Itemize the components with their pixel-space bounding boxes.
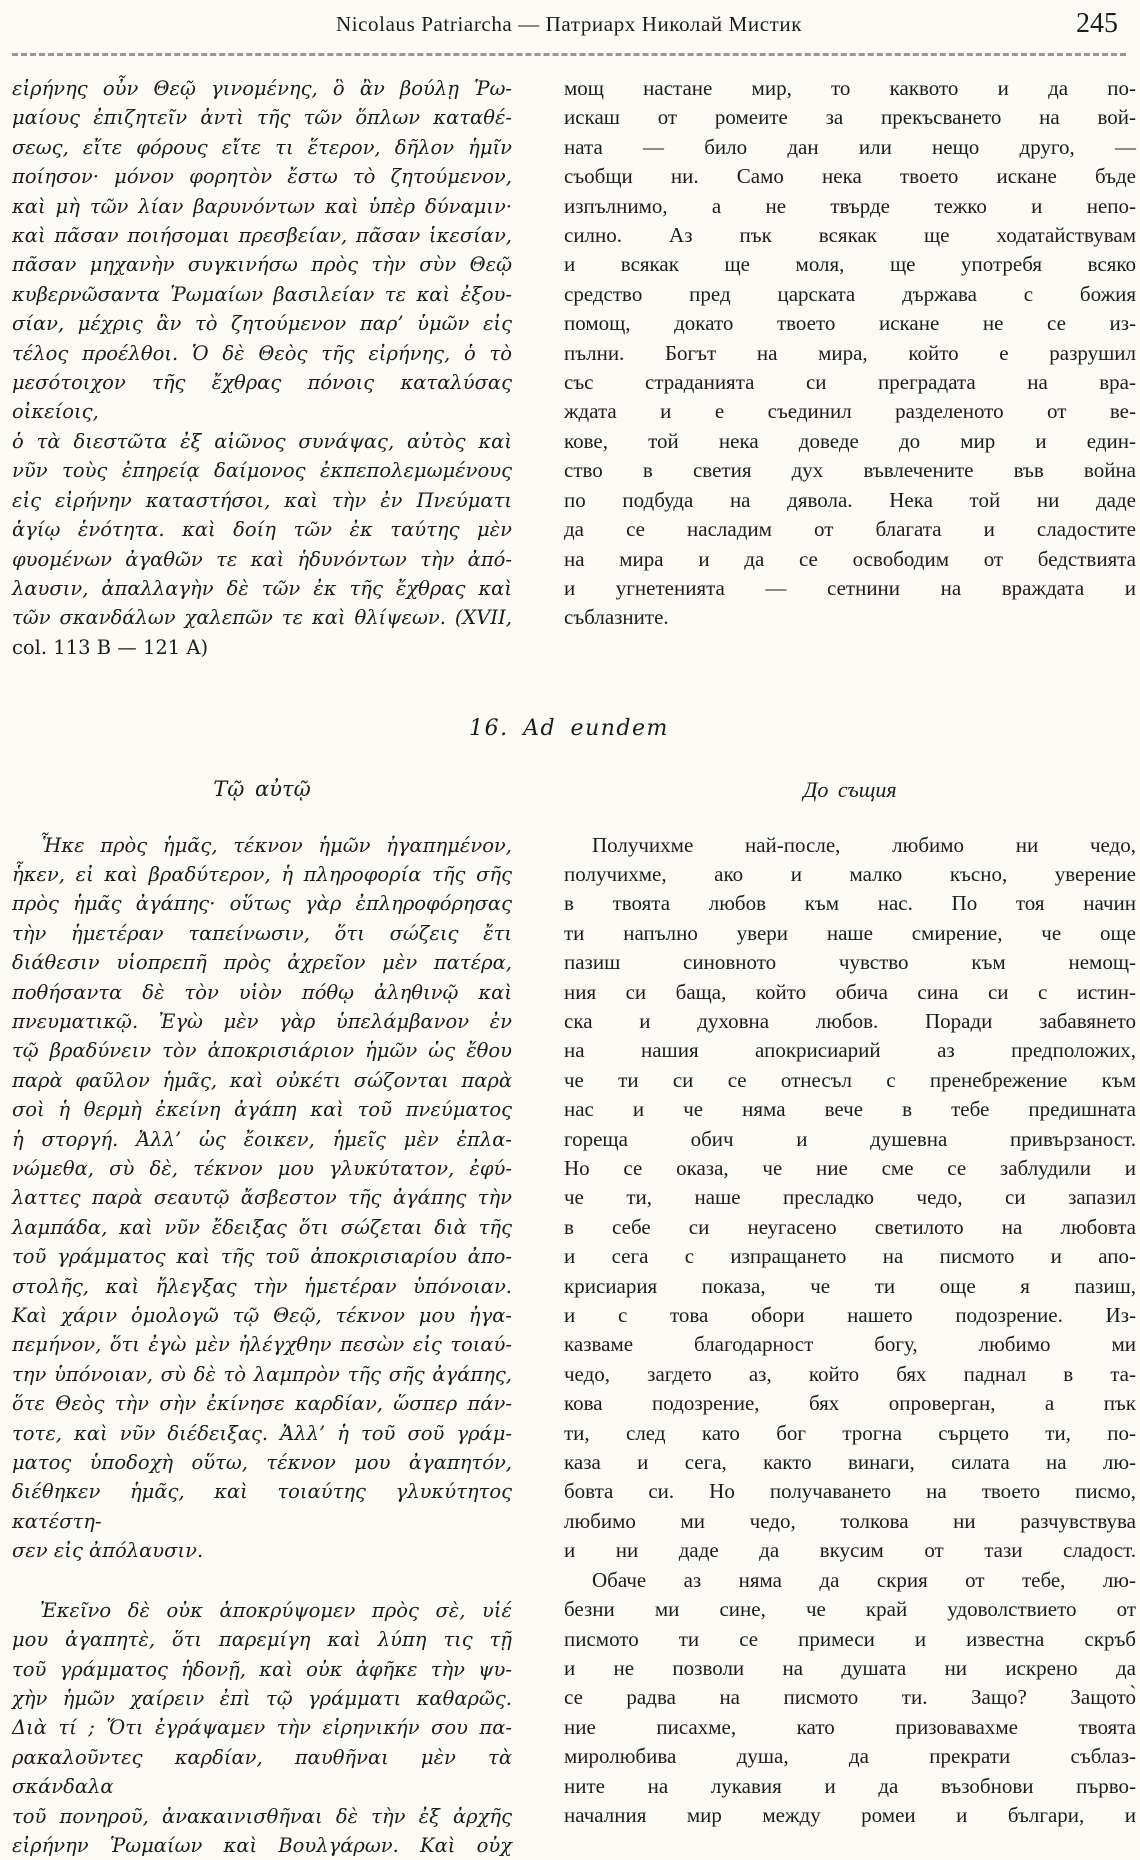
text-line: ἧκεν, εἰ καὶ βραδύτερον, ἡ πληροφορία τῆς σῆς (12, 862, 512, 886)
text-line: χὴν ἡμῶν χαίρειν ἐπὶ τῷ γράμματι καθαρῶς. (12, 1686, 512, 1710)
text-line: ство в светия дух въвлечените във война (564, 458, 1136, 483)
text-line: и не позволи на душата ни искрено да (564, 1655, 1136, 1680)
paragraph (12, 74, 512, 662)
text-line: λαμπάδα, καὶ νῦν ἔδειξας ὅτι σώζεται διὰ τῆς (12, 1215, 512, 1239)
text-line: μεσότοιχον τῆς ἔχθρας πόνοις καταλύσας οἰκείοις, (12, 371, 512, 424)
text-line: σοὶ ἡ θερμὴ ἐκείνη ἀγάπη καὶ τοῦ πνεύματος (12, 1098, 512, 1122)
text-line: ἡ στοργή. Ἀλλ’ ὡς ἔοικεν, ἡμεῖς μὲν ἐπλα- (12, 1127, 512, 1151)
text-line: мощ настане мир, то каквото и да по- (564, 76, 1136, 100)
text-line: σίαν, μέχρις ἂν τὸ ζητούμενον παρ’ ὑμῶν εἰς (12, 312, 512, 336)
text-line: εἰρήνην Ῥωμαίων καὶ Βουλγάρων. Καὶ οὐχ (12, 1833, 512, 1857)
text-line: λαυσιν, ἀπαλλαγὴν δὲ τῶν ἐκ τῆς ἔχθρας καὶ (12, 576, 512, 600)
text-line: φυομένων ἀγαθῶν τε καὶ ἡδυνόντων τὴν ἀπό- (12, 547, 512, 571)
text-line: писмото ти се примеси и известна скръб (564, 1626, 1136, 1651)
text-line: εἰρήνης οὖν Θεῷ γινομένης, ὃ ἂν βούλῃ Ῥω- (12, 77, 512, 100)
text-line: ния си баща, който обича сина си с истин- (564, 979, 1136, 1004)
text-line: ἁγίῳ ἑνότητα. καὶ δοίη τῶν ἐκ ταύτης μὲν (12, 518, 512, 542)
text-line: изпълнимо, а не твърде тежко и непо- (564, 193, 1136, 218)
text-line: σεν εἰς ἀπόλαυσιν. (12, 1539, 204, 1563)
text-line: ните на лукавия и да възобнови първо- (564, 1773, 1136, 1798)
text-line: ние писахме, като призовавахме твоята (564, 1714, 1136, 1739)
text-line: νῦν τοὺς ἐπηρείᾳ δαίμονος ἐκπεπολεμωμένους (12, 459, 512, 483)
text-line: със страданията си преградата на вра- (564, 370, 1136, 395)
text-line: col. 113 B — 121 A) (12, 635, 209, 659)
text-line: τοῦ γράμματος ἡδονῇ, καὶ οὐκ ἀφῆκε τὴν ψυ- (12, 1657, 512, 1681)
bulgarian-column-section16 (564, 741, 1136, 1830)
paragraph (564, 74, 1136, 633)
text-line: τὴν ἡμετέραν ταπείνωσιν, ὅτι σώζεις ἔτι (12, 921, 512, 945)
text-line: миролюбива душа, да прекрати съблаз- (564, 1744, 1136, 1769)
paragraph (12, 1596, 512, 1860)
running-title: Nicolaus Patriarcha — Патриарх Николай Мистик (335, 12, 803, 36)
text-line: πεμήνον, ὅτι ἐγὼ μὲν ἠλέγχθην πεσὼν εἰς τοιαύ- (12, 1333, 512, 1357)
bulgarian-text-block (564, 831, 1136, 1831)
text-line: Но се оказа, че ние сме се заблудили и (564, 1156, 1136, 1180)
text-line: πᾶσαν μηχανὴν συγκινήσω πρὸς τὴν σὺν Θεῷ (12, 253, 512, 277)
text-line: διάθεσιν υἱοπρεπῆ πρὸς ἀχρεῖον μὲν πατέρα, (12, 951, 512, 975)
text-line: ска и духовна любов. Поради забавянето (564, 1008, 1136, 1033)
text-line: и сега с изпращането на писмото и апо- (564, 1244, 1136, 1269)
text-line: ната — било дан или нещо друго, — (564, 134, 1136, 159)
section15-columns (12, 74, 1136, 662)
text-line: τοῦ γράμματος καὶ τῆς τοῦ ἀποκρισιαρίου ἀπο- (12, 1245, 512, 1269)
text-line: ти напълно увери наше смирение, че още (564, 920, 1136, 945)
text-line: на мира и да се освободим от бедствията (564, 546, 1136, 571)
text-line: την ὑπόνοιαν, σὺ δὲ τὸ λαμπρὸν τῆς σῆς ἀγάπης, (12, 1362, 512, 1386)
page-header (12, 6, 1126, 48)
text-line: че ти си се отнесъл с пренебрежение към (564, 1067, 1136, 1092)
text-line: τῷ βραδύνειν τὸν ἀποκρισιάριον ἡμῶν ὡς ἔθου (12, 1039, 512, 1063)
text-line: ποίησον· μόνον φορητὸν ἔστω τὸ ζητούμενον, (12, 165, 512, 189)
greek-subheading: Τῷ αὐτῷ (213, 777, 311, 802)
text-line: на нашия апокрисиарий аз предположих, (564, 1038, 1136, 1063)
text-line: началния мир между ромеи и българи, и (564, 1802, 1136, 1827)
text-line: νώμεθα, σὺ δὲ, τέκνον μου γλυκύτατον, ἐφύ- (12, 1157, 512, 1180)
text-line: ὁ τὰ διεστῶτα ἐξ αἰῶνος συνάψας, αὐτὸς καὶ (12, 429, 512, 453)
text-line: че ти, наше пресладко чедо, си запазил (564, 1185, 1136, 1210)
text-line: ждата и е съединил разделеното от ве- (564, 399, 1136, 424)
section-heading: 16. Ad eundem (469, 716, 669, 742)
text-line: и ни даде да вкусим от тази сладост. (564, 1538, 1136, 1563)
text-line: ὅτε Θεὸς τὴν σὴν ἐκίνησε καρδίαν, ὥσπερ πάν- (12, 1392, 512, 1416)
text-line: πρὸς ἡμᾶς ἀγάπης· οὕτως γὰρ ἐπληροφόρησας (12, 892, 512, 916)
text-line: Получихме най-после, любимо ни чедо, (592, 832, 1136, 857)
text-line: нас и че няма вече в тебе предишната (564, 1097, 1136, 1122)
greek-text-block (12, 831, 512, 1860)
text-line: силно. Аз пък всякак ще ходатайствувам (564, 223, 1136, 248)
text-line: кова подозрение, бях опроверган, а пък (564, 1391, 1136, 1416)
text-line: в твоята любов към нас. По тоя начин (564, 891, 1136, 916)
text-line: чедо, загдето аз, който бях паднал в та- (564, 1361, 1136, 1386)
text-line: и всякак ще моля, ще употребя всяко (564, 252, 1136, 277)
text-line: и с това обори нашето подозрение. Из- (564, 1303, 1136, 1328)
bulgarian-column-section15 (564, 74, 1136, 633)
text-line: διέθηκεν ἡμᾶς, καὶ τοιαύτης γλυκύτητος κατέστη- (12, 1480, 512, 1533)
text-line: средство пред царската държава с божия (564, 281, 1136, 306)
text-line: τοῦ πονηροῦ, ἀνακαινισθῆναι δὲ τὴν ἐξ ἀρχῆς (12, 1804, 512, 1828)
text-line: Ἐκεῖνο δὲ οὐκ ἀποκρύψομεν πρὸς σὲ, υἱέ (40, 1598, 512, 1622)
text-line: καὶ μὴ τῶν λίαν βαρυνόντων καὶ ὑπὲρ δύναμιν· (12, 194, 512, 218)
text-line: ματος ὑποδοχὴ οὕτω, τέκνον μου ἀγαπητόν, (12, 1451, 512, 1475)
text-line: крисиария показа, че ти още я пазиш, (564, 1273, 1136, 1298)
text-line: помощ, докато твоето искане не се из- (564, 311, 1136, 336)
text-line: и угнетенията — сетнини на враждата и (564, 575, 1136, 600)
section16-columns (12, 741, 1136, 1860)
text-line: εἰς εἰρήνην καταστήσοι, καὶ τὴν ἐν Πνεύματι (12, 488, 512, 512)
text-line: μου ἀγαπητὲ, ὅτι παρεμίγη καὶ λύπη τις τῇ (12, 1628, 512, 1652)
text-line: μαίους ἐπιζητεῖν ἀντὶ τῆς τῶν ὅπλων καταθέ- (12, 106, 512, 130)
page-number: 245 (1076, 8, 1118, 39)
text-line: καὶ πᾶσαν ποιήσομαι πρεσβείαν, πᾶσαν ἱκεσίαν, (12, 224, 512, 248)
header-rule (12, 53, 1126, 56)
text-line: τέλος προέλθοι. Ὁ δὲ Θεὸς τῆς εἰρήνης, ὁ τὸ (12, 341, 512, 365)
text-line: πνευματικῷ. Ἐγὼ μὲν γὰρ ὑπελάμβανον ἐν (12, 1009, 512, 1033)
text-line: съобщи ни. Само нека твоето искане бъде (564, 164, 1136, 189)
text-line: пълни. Богът на мира, който е разрушил (564, 340, 1136, 365)
text-line: Ἧκε πρὸς ἡμᾶς, τέκνον ἡμῶν ἠγαπημένον, (40, 833, 512, 857)
text-line: да се насладим от благата и сладостите (564, 517, 1136, 542)
text-line: ρακαλοῦντες καρδίαν, παυθῆναι μὲν τὰ σκάνδαλα (12, 1745, 512, 1799)
text-line: в себе си неугасено светилото на любовта (564, 1214, 1136, 1239)
text-line: съблазните. (564, 605, 669, 630)
text-line: στολῆς, καὶ ἤλεγξας τὴν ἡμετέραν ὑπόνοιαν. (12, 1274, 512, 1298)
text-line: безни ми сине, че край удоволствието от (564, 1597, 1136, 1622)
text-line: каза и сега, както винаги, силата на лю- (564, 1450, 1136, 1475)
text-line: искаш от ромеите за прекъсването на вой- (564, 105, 1136, 130)
paragraph (564, 831, 1136, 1566)
text-line: Обаче аз няма да скрия от тебе, лю- (592, 1567, 1136, 1592)
text-line: пазиш синовното чувство към немощ- (564, 950, 1136, 975)
text-line: се радва на писмото ти. Защо? Защото̀ (564, 1685, 1136, 1710)
text-line: кове, той нека доведе до мир и един- (564, 428, 1136, 453)
text-line: σεως, εἴτε φόρους εἴτε τι ἕτερον, δῆλον ἡμῖν (12, 135, 512, 159)
greek-column-section15 (12, 74, 512, 662)
paragraph (12, 831, 512, 1566)
text-line: ποθήσαντα δὲ τὸν υἱὸν πόθῳ ἀληθινῷ καὶ (12, 980, 512, 1004)
text-line: λαττες παρὰ σεαυτῷ ἄσβεστον τῆς ἀγάπης τὴν (12, 1186, 512, 1210)
bulgarian-subheading: До същия (803, 777, 897, 803)
text-line: Διὰ τί ; Ὅτι ἐγράψαμεν τὴν εἰρηνικήν σου πα- (12, 1716, 512, 1740)
text-line: казваме благодарност богу, любимо ми (564, 1332, 1136, 1357)
paragraph (564, 1566, 1136, 1831)
text-line: Καὶ χάριν ὁμολογῶ τῷ Θεῷ, τέκνον μου ἠγα- (12, 1304, 512, 1328)
greek-column-section16 (12, 741, 512, 1860)
text-line: τῶν σκανδάλων χαλεπῶν τε καὶ θλίψεων. (XVII, (12, 606, 512, 630)
text-line: любимо ми чедо, толкова ни разчувствува (564, 1508, 1136, 1533)
text-line: τοτε, καὶ νῦν διέδειξας. Ἀλλ’ ἡ τοῦ σοῦ γράμ- (12, 1421, 512, 1445)
text-line: бовта си. Но получаването на твоето писмо, (564, 1479, 1136, 1504)
text-line: ти, след като бог трогна сърцето ти, по- (564, 1420, 1136, 1445)
text-line: гореща обич и душевна привързаност. (564, 1126, 1136, 1151)
text-line: κυβερνῶσαντα Ῥωμαίων βασιλείαν τε καὶ ἐξου- (12, 282, 512, 306)
text-line: по подбуда на дявола. Нека той ни даде (564, 487, 1136, 512)
text-line: παρὰ φαῦλον ἡμᾶς, καὶ οὐκέτι σώζονται παρὰ (12, 1068, 512, 1092)
text-line: получихме, ако и малко късно, уверение (564, 861, 1136, 886)
